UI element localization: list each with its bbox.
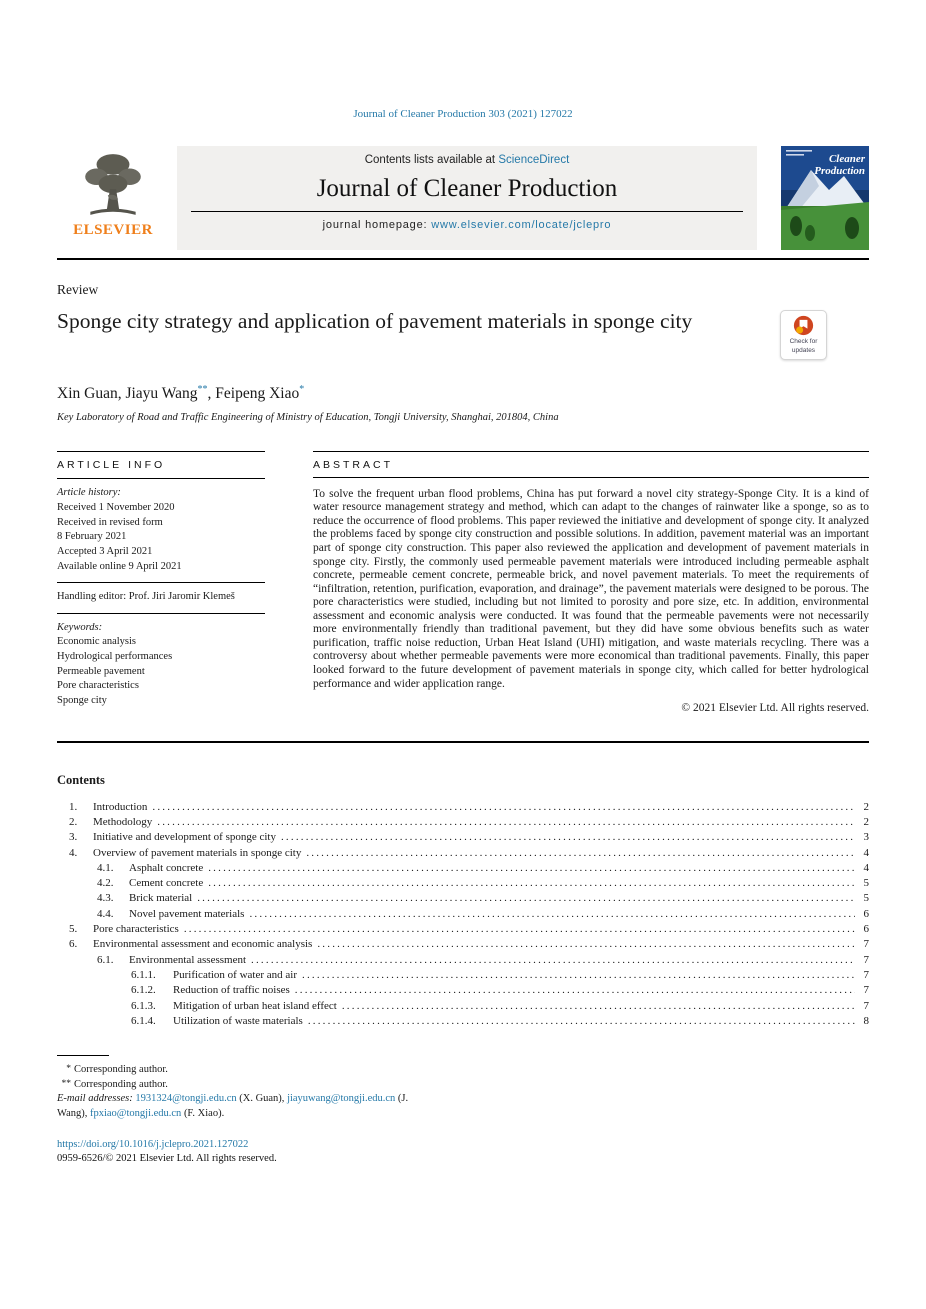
toc-dot-leader	[295, 983, 855, 998]
toc-number: 4.4.	[97, 907, 114, 920]
toc-dot-leader	[184, 922, 855, 937]
keywords-label: Keywords:	[57, 621, 103, 633]
toc-page-number: 4	[863, 846, 869, 859]
history-line: Received in revised form	[57, 516, 163, 528]
elsevier-wordmark: ELSEVIER	[73, 222, 153, 238]
toc-dot-leader	[308, 1014, 855, 1029]
footnotes	[57, 1055, 413, 1121]
toc-label: Reduction of traffic noises	[173, 984, 290, 997]
toc-dot-leader	[208, 876, 855, 891]
handling-editor	[57, 583, 265, 613]
toc-page-number: 7	[863, 953, 869, 966]
contents-prefix-text: Contents lists available at	[364, 154, 499, 166]
abstract-heading-rule	[313, 477, 869, 478]
toc-entry[interactable]	[57, 937, 869, 952]
author-3-corresponding-mark[interactable]: *	[299, 383, 305, 395]
email-label: E-mail addresses:	[57, 1093, 133, 1105]
toc-label: Mitigation of urban heat island effect	[173, 999, 337, 1012]
journal-cover-image	[781, 146, 869, 250]
toc-dot-leader	[342, 999, 855, 1014]
toc-entry[interactable]	[57, 1014, 869, 1029]
keyword: Economic analysis	[57, 636, 137, 648]
toc-number: 6.1.1.	[131, 968, 156, 981]
email-link-1[interactable]: 1931324@tongji.edu.cn	[135, 1093, 237, 1105]
toc-number: 5.	[69, 923, 78, 936]
footnote-mark: **	[61, 1078, 71, 1089]
abstract-heading: ABSTRACT	[313, 458, 394, 471]
header-bottom-rule	[57, 258, 869, 260]
keyword: Hydrological performances	[57, 651, 173, 663]
toc-number: 4.3.	[97, 892, 114, 905]
toc-dot-leader	[208, 861, 855, 876]
contents-available-line	[365, 154, 570, 166]
table-of-contents	[57, 800, 869, 1029]
doi-link[interactable]: https://doi.org/10.1016/j.jclepro.2021.127022	[57, 1139, 249, 1151]
toc-page-number: 6	[863, 907, 869, 920]
toc-number: 6.1.3.	[131, 999, 156, 1012]
article-info-heading: ARTICLE INFO	[57, 458, 166, 471]
toc-label: Environmental assessment and economic analysis	[93, 938, 313, 951]
info-abstract-section	[57, 451, 869, 717]
article-title: Sponge city strategy and application of pavement materials in sponge city	[57, 309, 693, 333]
section-bottom-rule	[57, 741, 869, 743]
toc-dot-leader	[157, 815, 855, 830]
history-line: Received 1 November 2020	[57, 501, 175, 513]
toc-label: Methodology	[93, 815, 153, 828]
history-line: 8 February 2021	[57, 531, 127, 543]
toc-label: Overview of pavement materials in sponge city	[93, 846, 302, 859]
check-for-updates-label: Check for updates	[789, 338, 818, 354]
toc-label: Cement concrete	[129, 877, 204, 890]
author-2: Jiayu Wang	[125, 384, 198, 402]
author-separator: ,	[207, 384, 216, 402]
toc-page-number: 8	[863, 1014, 869, 1027]
toc-dot-leader	[317, 937, 855, 952]
article-info-column	[57, 451, 265, 717]
email-addresses-line	[57, 1092, 413, 1121]
issn-copyright-line: 0959-6526/© 2021 Elsevier Ltd. All rights reserved.	[57, 1153, 277, 1165]
corresponding-author-note-1	[57, 1063, 413, 1077]
check-for-updates-badge[interactable]	[780, 310, 827, 360]
journal-banner	[177, 146, 757, 250]
toc-number: 6.1.	[97, 953, 114, 966]
journal-homepage-link[interactable]: www.elsevier.com/locate/jclepro	[431, 219, 612, 231]
toc-entry[interactable]	[57, 815, 869, 830]
cover-title-line1: Cleaner	[828, 153, 865, 165]
copyright-line: © 2021 Elsevier Ltd. All rights reserved.	[681, 702, 869, 715]
toc-entry[interactable]	[57, 983, 869, 998]
toc-page-number: 6	[863, 923, 869, 936]
email-link-2[interactable]: jiayuwang@tongji.edu.cn	[287, 1093, 396, 1105]
footnote-text: Corresponding author.	[74, 1078, 168, 1090]
abstract-column	[313, 451, 869, 717]
toc-dot-leader	[249, 907, 855, 922]
corresponding-author-note-2	[57, 1078, 413, 1092]
email-name-3: (F. Xiao).	[181, 1107, 225, 1119]
email-name-2: (J. Wang),	[57, 1093, 409, 1119]
toc-label: Environmental assessment	[129, 953, 247, 966]
email-name-1: (X. Guan),	[236, 1093, 288, 1105]
article-history	[57, 479, 265, 582]
toc-entry[interactable]	[57, 876, 869, 891]
toc-page-number: 3	[863, 831, 869, 844]
toc-label: Brick material	[129, 892, 193, 905]
handling-editor-line: Handling editor: Prof. Jiri Jaromir Klemeš	[57, 591, 235, 603]
crossmark-icon	[793, 315, 814, 336]
toc-number: 4.1.	[97, 861, 114, 874]
toc-entry[interactable]	[57, 922, 869, 937]
toc-number: 6.1.2.	[131, 984, 156, 997]
contents-heading: Contents	[57, 772, 105, 787]
toc-label: Purification of water and air	[173, 968, 298, 981]
toc-dot-leader	[281, 830, 855, 845]
sciencedirect-link[interactable]: ScienceDirect	[498, 154, 570, 166]
journal-homepage-line	[323, 219, 612, 231]
affiliation: Key Laboratory of Road and Traffic Engineering of Ministry of Education, Tongji University, Shanghai, 201804, China	[57, 411, 559, 423]
email-link-3[interactable]: fpxiao@tongji.edu.cn	[89, 1107, 182, 1119]
homepage-prefix-text: journal homepage:	[322, 219, 432, 231]
toc-entry[interactable]	[57, 891, 869, 906]
toc-page-number: 5	[863, 892, 869, 905]
article-type-label: Review	[57, 282, 99, 297]
toc-label: Initiative and development of sponge city	[93, 831, 276, 844]
keyword: Pore characteristics	[57, 680, 139, 692]
keyword: Permeable pavement	[57, 665, 145, 677]
toc-number: 6.	[69, 938, 78, 951]
journal-title: Journal of Cleaner Production	[316, 175, 618, 202]
toc-entry[interactable]	[57, 830, 869, 845]
toc-entry[interactable]	[57, 999, 869, 1014]
toc-number: 3.	[69, 831, 78, 844]
toc-number: 4.2.	[97, 877, 114, 890]
author-3: Feipeng Xiao	[215, 384, 300, 402]
elsevier-tree-icon	[76, 150, 150, 220]
toc-page-number: 7	[863, 984, 869, 997]
journal-cover-thumbnail[interactable]	[781, 146, 869, 250]
toc-entry[interactable]	[57, 953, 869, 968]
toc-label: Introduction	[93, 800, 148, 813]
abstract-text: To solve the frequent urban flood problems, China has put forward a novel city strategy-Sponge City. It is a kind of water resource management strategy and method, which can adapt to the changes of rainwater like a sponge, so as to reduce the occurrence of flood problems. This paper reviewed the initiative and development of sponge city. It analyzed the problems faced by sponge city construction and possible solutions. In addition, pavement material was an important part of sponge city construction. This paper also reviewed the application and development of pavement materials in sponge city. Firstly, the commonly used permeable pavement materials were introduced including permeable asphalt concrete, permeable cement concrete, permeable brick, and novel pavement materials. To meet the requirements of “infiltration, retention, purification, evaporation, and drainage”, the pavement materials were designed to be porous. The pore characteristics were studied, including but not limited to porosity and pore size, etc. In addition, environmental assessment and economic analysis were conducted. It was found that the permeable pavements were not necessarily more environmentally friendly than traditional pavement, but they did have some obvious benefits such as water purification, traffic noise reduction, Urban Heat Island (UHI) mitigation, and waste materials recycling. There was a controversy about whether permeable pavements were more economical than traditional pavements. Finally, this paper looked forward to the future development of pavement materials in sponge city, which called for better hydrological performance and wider application range.	[313, 487, 869, 690]
toc-page-number: 4	[863, 861, 869, 874]
toc-dot-leader	[197, 891, 855, 906]
journal-citation-link[interactable]: Journal of Cleaner Production 303 (2021) 127022	[353, 108, 573, 120]
cover-title-line2: Production	[814, 165, 865, 177]
toc-page-number: 5	[863, 877, 869, 890]
toc-dot-leader	[251, 953, 855, 968]
toc-page-number: 7	[863, 938, 869, 951]
toc-dot-leader	[302, 968, 855, 983]
toc-label: Novel pavement materials	[129, 907, 245, 920]
toc-entry[interactable]	[57, 846, 869, 861]
toc-number: 6.1.4.	[131, 1014, 156, 1027]
title-row	[57, 308, 869, 360]
banner-divider	[191, 211, 743, 212]
article-history-label: Article history:	[57, 487, 121, 499]
toc-number: 4.	[69, 846, 78, 859]
keywords-block	[57, 614, 265, 717]
toc-label: Utilization of waste materials	[173, 1014, 303, 1027]
toc-dot-leader	[306, 846, 855, 861]
toc-page-number: 7	[863, 968, 869, 981]
author-2-corresponding-mark[interactable]: **	[197, 383, 208, 395]
toc-entry[interactable]	[57, 861, 869, 876]
footnote-mark: *	[66, 1064, 71, 1075]
toc-label: Asphalt concrete	[129, 861, 204, 874]
history-line: Available online 9 April 2021	[57, 560, 182, 572]
footnote-text: Corresponding author.	[74, 1064, 168, 1076]
history-line: Accepted 3 April 2021	[57, 545, 153, 557]
toc-entry[interactable]	[57, 907, 869, 922]
elsevier-logo[interactable]	[57, 146, 169, 250]
toc-page-number: 2	[863, 815, 869, 828]
toc-dot-leader	[152, 800, 855, 815]
footnote-rule	[57, 1055, 109, 1056]
author-1: Xin Guan,	[57, 384, 126, 402]
toc-number: 1.	[69, 800, 78, 813]
toc-entry[interactable]	[57, 800, 869, 815]
toc-entry[interactable]	[57, 968, 869, 983]
doi-block	[57, 1139, 869, 1164]
journal-header	[57, 146, 869, 250]
toc-number: 2.	[69, 815, 78, 828]
toc-page-number: 7	[863, 999, 869, 1012]
toc-page-number: 2	[863, 800, 869, 813]
toc-label: Pore characteristics	[93, 923, 179, 936]
keyword: Sponge city	[57, 695, 107, 707]
author-list	[57, 384, 869, 403]
